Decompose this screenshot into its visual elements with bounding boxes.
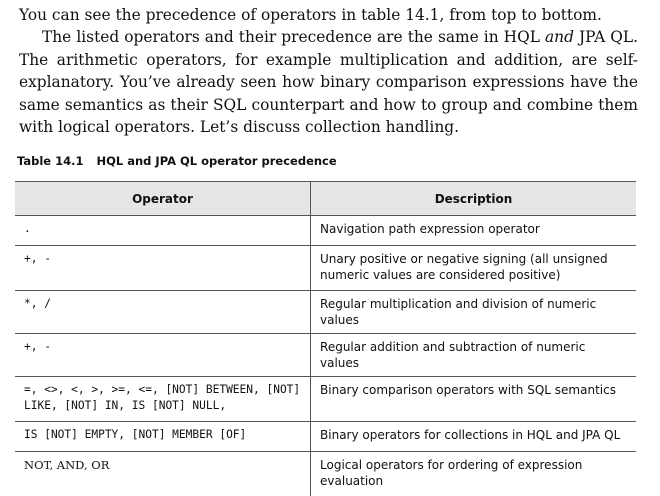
- description-cell: Unary positive or negative signing (all unsigned numeric values are considered positive): [311, 246, 636, 291]
- description-cell: Binary comparison operators with SQL semantics: [311, 377, 636, 422]
- description-cell: Navigation path expression operator: [311, 216, 636, 246]
- table-row: [15, 377, 636, 422]
- operator-cell: IS [NOT] EMPTY, [NOT] MEMBER [OF]: [15, 422, 311, 452]
- table-number: Table 14.1: [17, 154, 83, 168]
- description-cell: Binary operators for collections in HQL and JPA QL: [311, 422, 636, 452]
- intro-paragraph: [19, 4, 638, 27]
- operator-cell: +, -: [15, 246, 311, 291]
- header-description: Description: [311, 182, 636, 216]
- table-row: [15, 452, 636, 496]
- table-row: [15, 334, 636, 377]
- table-row: [15, 422, 636, 452]
- emphasis-and: and: [545, 28, 574, 46]
- operator-cell: NOT, AND, OR: [15, 452, 311, 496]
- operator-cell: .: [15, 216, 311, 246]
- intro-text: You can see the precedence of operators in table 14.1, from top to bottom.: [19, 6, 602, 24]
- operator-cell: =, <>, <, >, >=, <=, [NOT] BETWEEN, [NOT] LIKE, [NOT] IN, IS [NOT] NULL,: [15, 377, 311, 422]
- table-caption: [17, 154, 337, 168]
- header-operator: Operator: [15, 182, 311, 216]
- body-paragraph: [19, 26, 638, 139]
- operator-cell: *, /: [15, 291, 311, 334]
- body-text-rest: JPA QL. The arithmetic operators, for example multiplication and addition, are self-explanatory. You’ve already seen how binary comparison expressions have the same semantics as their SQL counterpart and how to group and combine them with logical operators. Let’s discuss collection handling.: [19, 28, 638, 136]
- description-cell: Logical operators for ordering of expression evaluation: [311, 452, 636, 496]
- operator-cell: +, -: [15, 334, 311, 377]
- description-cell: Regular multiplication and division of numeric values: [311, 291, 636, 334]
- operator-precedence-table: [15, 181, 636, 496]
- body-text-start: The listed operators and their precedence are the same in HQL: [42, 28, 545, 46]
- table-row: [15, 216, 636, 246]
- description-cell: Regular addition and subtraction of numeric values: [311, 334, 636, 377]
- table-title: HQL and JPA QL operator precedence: [97, 154, 337, 168]
- table-row: [15, 291, 636, 334]
- table-row: [15, 246, 636, 291]
- table-header-row: [15, 182, 636, 216]
